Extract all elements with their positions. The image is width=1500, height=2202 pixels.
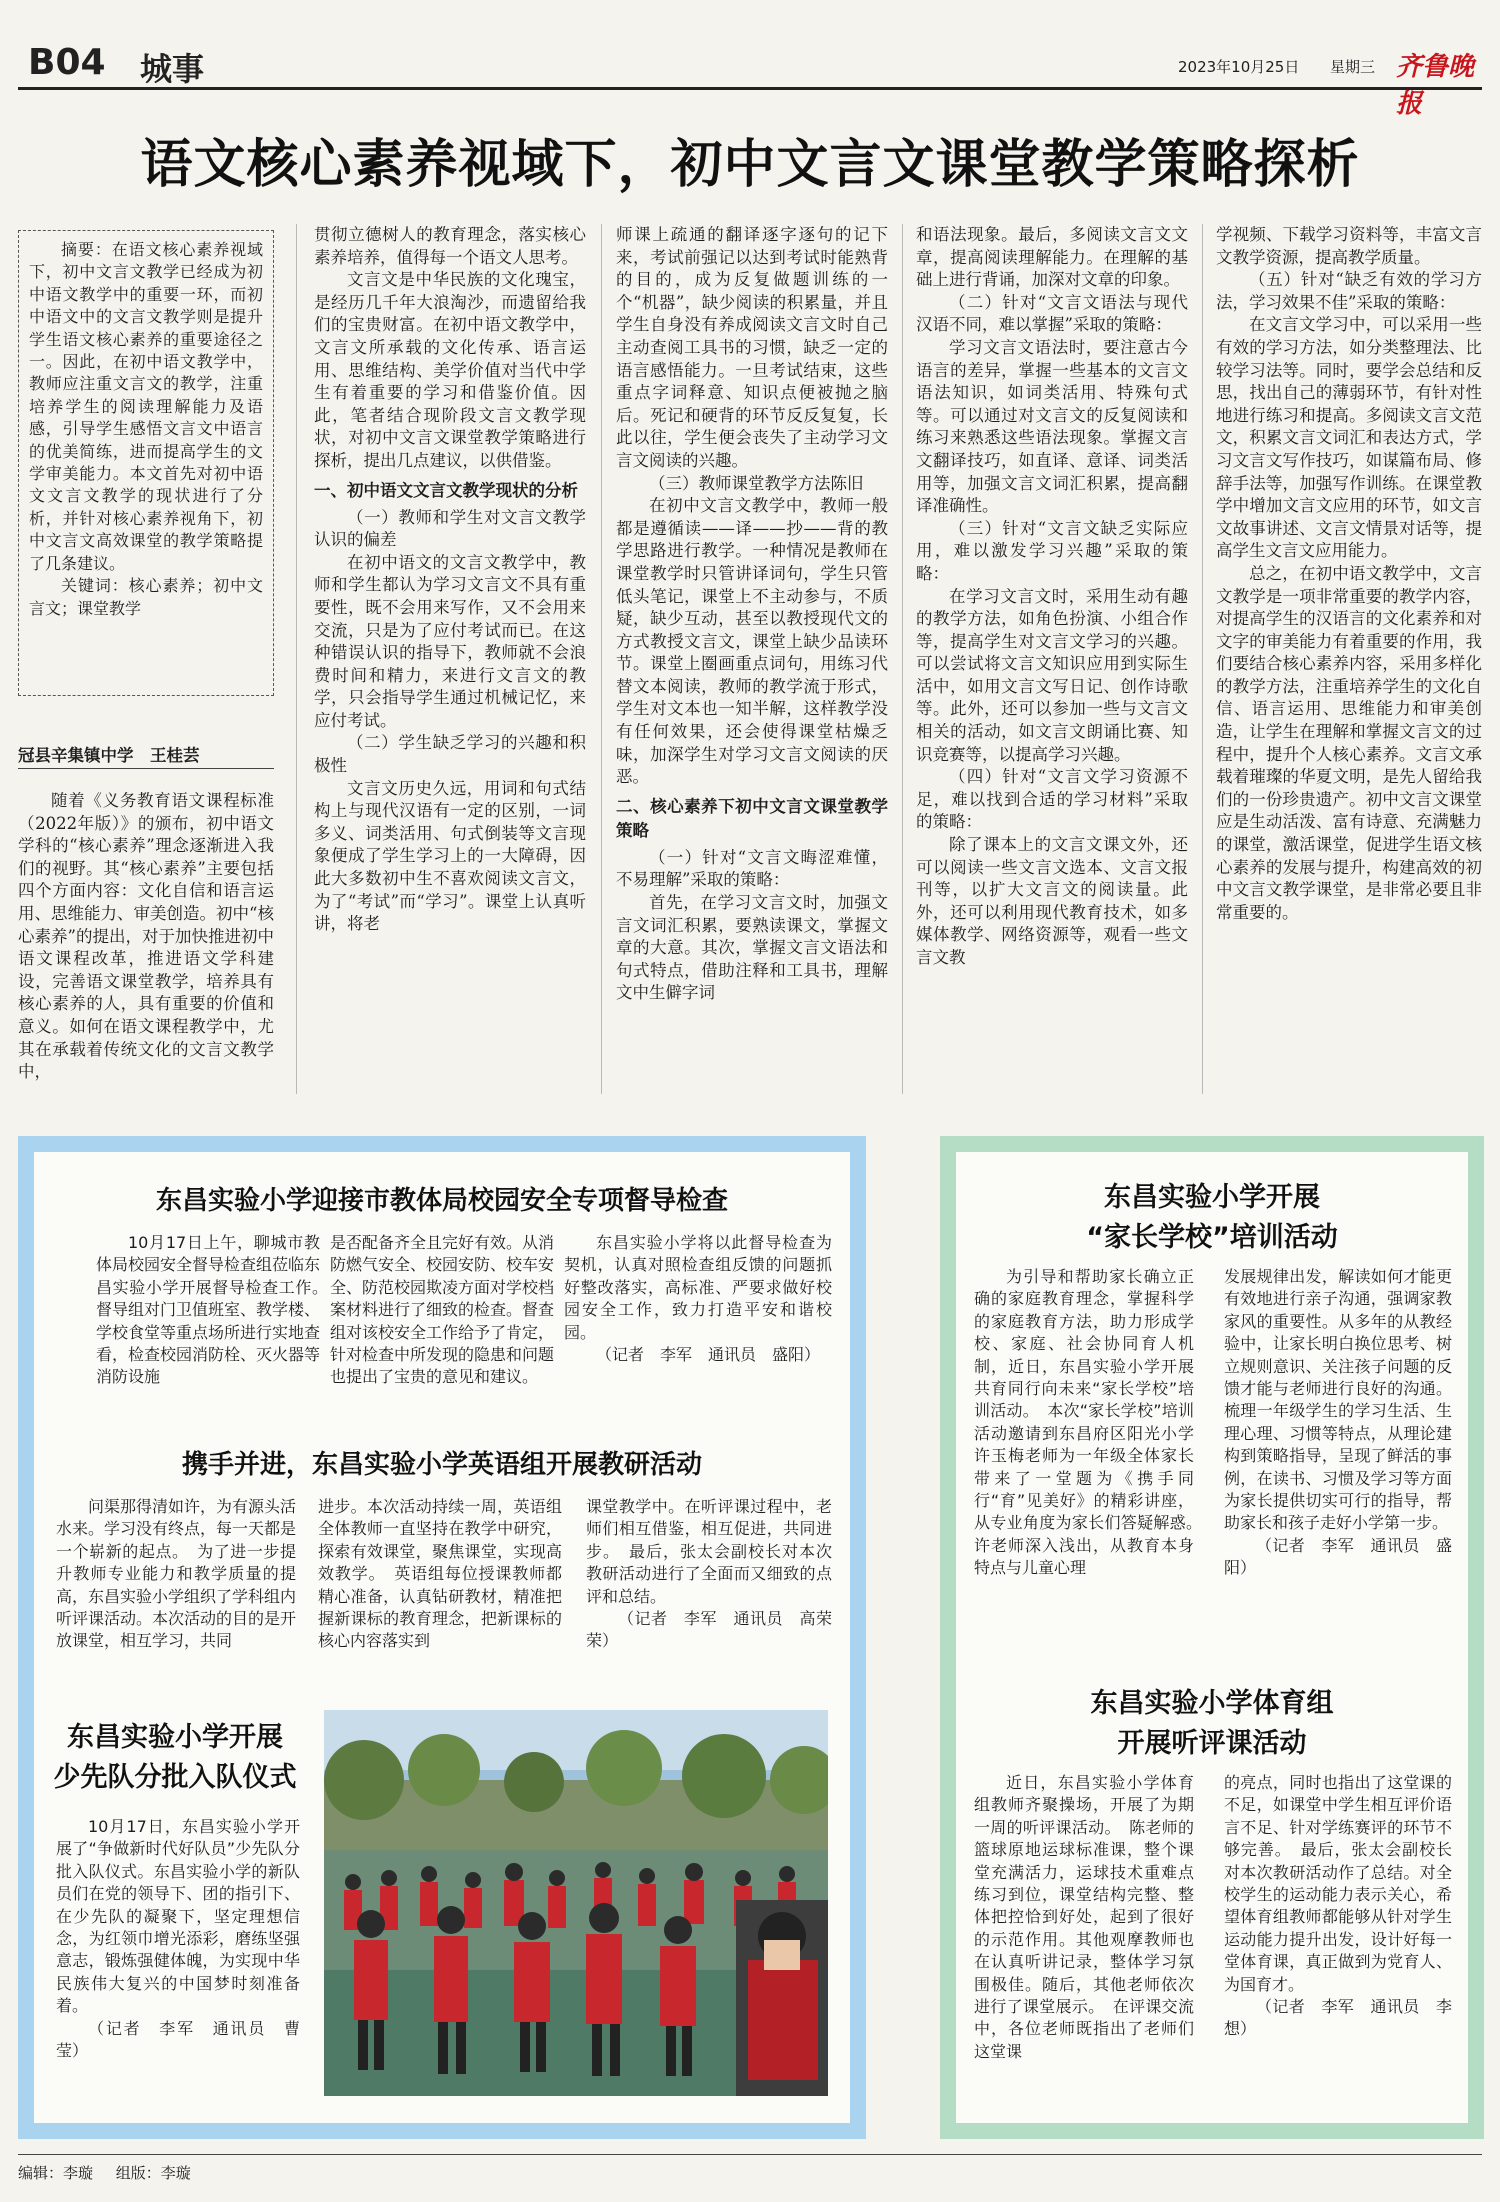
news-paragraph: 是否配备齐全且完好有效。从消防燃气安全、校园安防、校车安全、防范校园欺凌方面对学校档案材料进行了细致的检查。督查组对该校安全工作给予了肯定，针对检查中所发现的隐患和问题也提出了宝贵的意见和建议。 [330,1233,554,1387]
article-paragraph: 学视频、下载学习资料等，丰富文言文教学资源，提高教学质量。 [1216,225,1482,267]
news-column [586,1496,832,1692]
news-byline: （记者 李军 通讯员 盛阳） [596,1345,821,1365]
subsection-heading: （一）教师和学生对文言文教学认识的偏差 [314,507,586,550]
article-paragraph: 总之，在初中语文教学中，文言文教学是一项非常重要的教学内容，对提高学生的汉语言的文化素养和对文字的审美能力有着重要的作用，我们要结合核心素养内容，采用多样化的教学方法，注重培养学生的文化自信、语言运用、思维能力和审美创造，让学生在理解和掌握文言文的过程中，提升个人核心素养。文言文承载着璀璨的华夏文明，是先人留给我们的一份珍贵遗产。初中文言文课堂应是生动活泼、富有诗意、充满魅力的课堂，激活课堂，促进学生语文核心素养的发展与提升，构建高效的初中文言文教学课堂，是非常必要且非常重要的。 [1216,563,1482,922]
page-footer [18,2162,191,2183]
news-paragraph: 近日，东昌实验小学体育组教师齐聚操场，开展了为期一周的听评课活动。 陈老师的篮球原地运球标准课，整个课堂充满活力，运球技术重难点练习到位，课堂结构完整、整体把控恰到好处，起到了很好的示范作用。其他观摩教师也在认真听讲记录，整体学习氛围极佳。随后，其他老师依次进行了课堂展示。 在评课交流中，各位老师既指出了老师们这堂课 [974,1773,1194,2061]
layout-credit: 组版：李璇 [115,2164,191,2182]
news-title-line: 东昌实验小学体育组 [1090,1688,1334,1719]
page-header [18,40,1482,119]
news-column [318,1496,562,1692]
article-column-5 [1216,224,1482,1094]
article-author: 冠县辛集镇中学 王桂芸 [18,746,200,765]
subsection-heading: （三）针对“文言文缺乏实际应用，难以激发学习兴趣”采取的策略： [916,518,1188,583]
article-paragraph: 在文言文学习中，可以采用一些有效的学习方法，如分类整理法、比较学习法等。同时，要学会总结和反思，找出自己的薄弱环节，有针对性地进行练习和提高。多阅读文言文范文，积累文言文词汇和表达方式，学习文言文写作技巧，如谋篇布局、修辞手法等，加强写作训练。在课堂教学中增加文言文应用的环节，如文言文故事讲述、文言文情景对话等，提高学生文言文应用能力。 [1216,315,1482,561]
news-column [330,1232,554,1432]
news-paragraph: 10月17日上午，聊城市教体局校园安全督导检查组莅临东昌实验小学开展督导检查工作。 督导组对门卫值班室、教学楼、学校食堂等重点场所进行实地查看，检查校园消防栓、灭火器等消防设施 [96,1233,320,1387]
article-paragraph: 文言文是中华民族的文化瑰宝，是经历几千年大浪淘沙，而遗留给我们的宝贵财富。在初中语文教学中，文言文所承载的文化传承、语言运用、思维结构、美学价值对当代中学生有着重要的学习和借鉴价值。因此，笔者结合现阶段文言文教学现状，对初中文言文课堂教学策略进行探析，提出几点建议，以供借鉴。 [314,270,586,470]
photo-pioneer-ceremony [324,1710,828,2096]
article-abstract: 摘要：在语文核心素养视域下，初中文言文教学已经成为初中语文教学中的重要一环，而初中语文中的文言文教学则是提升学生语文核心素养的重要途径之一。因此，在初中语文教学中，教师应注重文言文的教学，注重培养学生的阅读理解能力及语感，引导学生感悟文言文中语言的优美简练，进而提高学生的文学审美能力。本文首先对初中语文文言文教学的现状进行了分析，并针对核心素养视角下，初中文言文高效课堂的教学策略提了几条建议。 [29,240,263,573]
news-paragraph: 为引导和帮助家长确立正确的家庭教育理念，掌握科学的家庭教育方法，助力形成学校、家庭、社会协同育人机制，近日，东昌实验小学开展共育同行向未来“家长学校”培训活动。 本次“家长学校”培训活动邀请到东昌府区阳光小学许玉梅老师为一年级全体家长带来了一堂题为《携手同行“育”见美好》的精彩讲座，从专业角度为家长们答疑解惑。 许老师深入浅出，从教育本身特点与儿童心理 [974,1267,1194,1578]
article-abstract-box [18,230,274,696]
article-column-2 [314,224,586,1094]
news-column [56,1496,296,1692]
article-paragraph: 首先，在学习文言文时，加强文言文词汇积累，要熟读课文，掌握文章的大意。其次，掌握文言文语法和句式特点，借助注释和工具书，理解文中生僻字词 [616,893,888,1003]
article-paragraph: 和语法现象。最后，多阅读文言文文章，提高阅读理解能力。在理解的基础上进行背诵，加深对文章的印象。 [916,225,1188,290]
subsection-heading: （二）学生缺乏学习的兴趣和积极性 [314,733,586,776]
article-column-1 [18,790,274,1094]
news-title-line: 东昌实验小学开展 [1104,1182,1320,1213]
editor-credit: 编辑：李璇 [18,2164,94,2182]
column-divider [296,224,297,1094]
news-byline: （记者 李军 通讯员 李想） [1224,1997,1452,2039]
section-heading: 一、初中语文文言文教学现状的分析 [314,480,578,500]
news-title-line: 东昌实验小学开展 [67,1722,283,1753]
subsection-heading: （三）教师课堂教学方法陈旧 [649,473,864,493]
publication-weekday: 星期三 [1330,58,1376,76]
footer-divider [18,2154,1482,2155]
article-keywords: 关键词：核心素养；初中文言文；课堂教学 [29,576,263,618]
news-title-parent-school [956,1178,1468,1258]
news-paragraph: 课堂教学中。在听评课过程中，老师们相互借鉴，相互促进，共同进步。 最后，张太会副校长对本次教研活动进行了全面而又细致的点评和总结。 [586,1497,832,1606]
article-paragraph: 除了课本上的文言文课文外，还可以阅读一些文言文选本、文言文报刊等，以扩大文言文的阅读量。此外，还可以利用现代教育技术，如多媒体教学、网络资源等，观看一些文言文教 [916,835,1188,967]
news-title-line: 开展听评课活动 [1117,1728,1307,1759]
news-title-line: “家长学校”培训活动 [1086,1222,1338,1253]
article-paragraph: 随着《义务教育语文课程标准（2022年版）》的颁布，初中语文学科的“核心素养”理念逐渐进入我们的视野。其“核心素养”主要包括四个方面内容：文化自信和语言运用、思维能力、审美创造。初中“核心素养”的提出，对于加快推进初中语文课程改革，推进语文学科建设，完善语文课堂教学，培养具有核心素养的人，具有重要的价值和意义。如何在语文课程教学中，尤其在承载着传统文化的文言文教学中， [18,791,274,1082]
article-paragraph: 文言文历史久远，用词和句式结构上与现代汉语有一定的区别，一词多义、词类活用、句式倒装等文言现象便成了学生学习上的一大障碍，因此大多数初中生不喜欢阅读文言文，为了“考试”而“学习”。课堂上认真听讲，将老 [314,778,586,934]
column-divider [902,224,903,1094]
news-paragraph: 进步。本次活动持续一周，英语组全体教师一直坚持在教学中研究，探索有效课堂，聚焦课堂，实现高效教学。 英语组每位授课教师都精心准备，认真钻研教材，精准把握新课标的教育理念，把新课标的核心内容落实到 [318,1497,562,1651]
article-paragraph: 贯彻立德树人的教育理念，落实核心素养培养，值得每一个语文人思考。 [314,225,586,267]
subsection-heading: （一）针对“文言文晦涩难懂，不易理解”采取的策略： [616,847,888,890]
article-paragraph: 在初中文言文教学中，教师一般都是遵循读——译——抄——背的教学思路进行教学。一种情况是教师在课堂教学时只管讲译词句，学生只管低头笔记，课堂上不主动参与，不质疑，缺少互动，甚至以教授现代文的方式教授文言文，课堂上缺少品读环节。课堂上圈画重点词句，用练习代替文本阅读，教师的教学流于形式，学生对文本也一知半解，这样教学没有任何效果，还会使得课堂枯燥乏味，加深学生对学习文言文阅读的厌恶。 [616,496,888,787]
article-paragraph: 学习文言文语法时，要注意古今语言的差异，掌握一些基本的文言文语法知识，如词类活用、特殊句式等。可以通过对文言文的反复阅读和练习来熟悉这些语法现象。掌握文言文翻译技巧，如直译、意译、词类活用等，加强文言文词汇积累，提高翻译准确性。 [916,337,1188,516]
news-paragraph: 东昌实验小学将以此督导检查为契机，认真对照检查组反馈的问题抓好整改落实，高标准、严要求做好校园安全工作，致力打造平安和谐校园。 [564,1233,832,1342]
news-column [564,1232,832,1432]
article-paragraph: 在初中语文的文言文教学中，教师和学生都认为学习文言文不具有重要性，既不会用来写作，又不会用来交流，只是为了应付考试而已。在这种错误认识的指导下，教师就不会浪费时间和精力，来进行文言文的教学，只会指导学生通过机械记忆，来应付考试。 [314,552,586,730]
author-divider [18,768,274,769]
publication-date: 2023年10月25日 [1178,58,1300,76]
section-name: 城事 [140,50,205,88]
subsection-heading: （四）针对“文言文学习资源不足，难以找到合适的学习材料”采取的策略： [916,767,1188,832]
news-byline: （记者 李军 通讯员 盛阳） [1224,1535,1452,1578]
news-column [974,1266,1194,1666]
news-byline: （记者 李军 通讯员 曹莹） [56,2018,300,2061]
news-column [974,1772,1194,2102]
news-title-young-pioneers [40,1718,310,1798]
newspaper-logo: 齐鲁晚报 [1396,52,1475,119]
section-heading: 二、核心素养下初中文言文课堂教学策略 [616,796,888,840]
news-column [1224,1266,1452,1666]
news-paragraph: 问渠那得清如许，为有源头活水来。学习没有终点，每一天都是一个崭新的起点。 为了进一步提升教师专业能力和教学质量的提高，东昌实验小学组织了学科组内听评课活动。本次活动的目的是开放课堂，相互学习，共同 [56,1497,296,1651]
news-title-pe-group [956,1684,1468,1764]
news-column [56,1816,300,2106]
subsection-heading: （二）针对“文言文语法与现代汉语不同，难以掌握”采取的策略： [916,292,1188,335]
news-column [96,1232,320,1432]
subsection-heading: （五）针对“缺乏有效的学习方法，学习效果不佳”采取的策略： [1216,270,1482,312]
article-paragraph: 在学习文言文时，采用生动有趣的教学方法，如角色扮演、小组合作等，提高学生对文言文学习的兴趣。可以尝试将文言文知识应用到实际生活中，如用文言文写日记、创作诗歌等。此外，还可以参加一些与文言文相关的活动，如文言文朗诵比赛、知识竞赛等，以提高学习兴趣。 [916,586,1188,764]
news-title-safety-inspection: 东昌实验小学迎接市教体局校园安全专项督导检查 [155,1186,728,1216]
article-column-4 [916,224,1188,1094]
news-title-line: 少先队分批入队仪式 [53,1762,297,1793]
article-column-3 [616,224,888,1094]
column-divider [1202,224,1203,1094]
article-paragraph: 师课上疏通的翻译逐字逐句的记下来，考试前强记以达到考试时能熟背的目的，成为反复做题训练的一个“机器”，缺少阅读的积累量，并且学生自身没有养成阅读文言文时自己主动查阅工具书的习惯，缺乏一定的语言感悟能力。一旦考试结束，这些重点字词释意、知识点便被抛之脑后。死记和硬背的环节反反复复，长此以往，学生便会丧失了主动学习文言文阅读的兴趣。 [616,225,888,470]
news-byline: （记者 李军 通讯员 高荣荣） [586,1609,832,1651]
article-title: 语文核心素养视域下，初中文言文课堂教学策略探析 [140,135,1360,195]
news-title-english-group: 携手并进，东昌实验小学英语组开展教研活动 [181,1450,702,1480]
news-paragraph: 10月17日，东昌实验小学开展了“争做新时代好队员”少先队分批入队仪式。东昌实验小学的新队员们在党的领导下、团的指引下、在少先队的凝聚下，坚定理想信念，为红领巾增光添彩，磨练坚强意志，锻炼强健体魄，为实现中华民族伟大复兴的中国梦时刻准备着。 [56,1817,300,2016]
page-number: B04 [28,42,106,83]
news-paragraph: 发展规律出发，解读如何才能更有效地进行亲子沟通，强调家教家风的重要性。从多年的从教经验中，让家长明白换位思考、树立规则意识、关注孩子问题的反馈才能与老师进行良好的沟通。梳理一年级学生的学习生活、生理心理、习惯等特点，从理论建构到策略指导，呈现了鲜活的事例，在读书、习惯及学习等方面为家长提供切实可行的指导，帮助家长和孩子走好小学第一步。 [1224,1267,1452,1533]
column-divider [601,224,602,1094]
news-column [1224,1772,1452,2102]
news-paragraph: 的亮点，同时也指出了这堂课的不足，如课堂中学生相互评价语言不足、针对学练赛评的环节不够完善。 最后，张太会副校长对本次教研活动作了总结。对全校学生的运动能力表示关心，希望体育组教师都能够从针对学生运动能力提升出发，设计好每一堂体育课，真正做到为党育人、为国育才。 [1224,1773,1452,1994]
